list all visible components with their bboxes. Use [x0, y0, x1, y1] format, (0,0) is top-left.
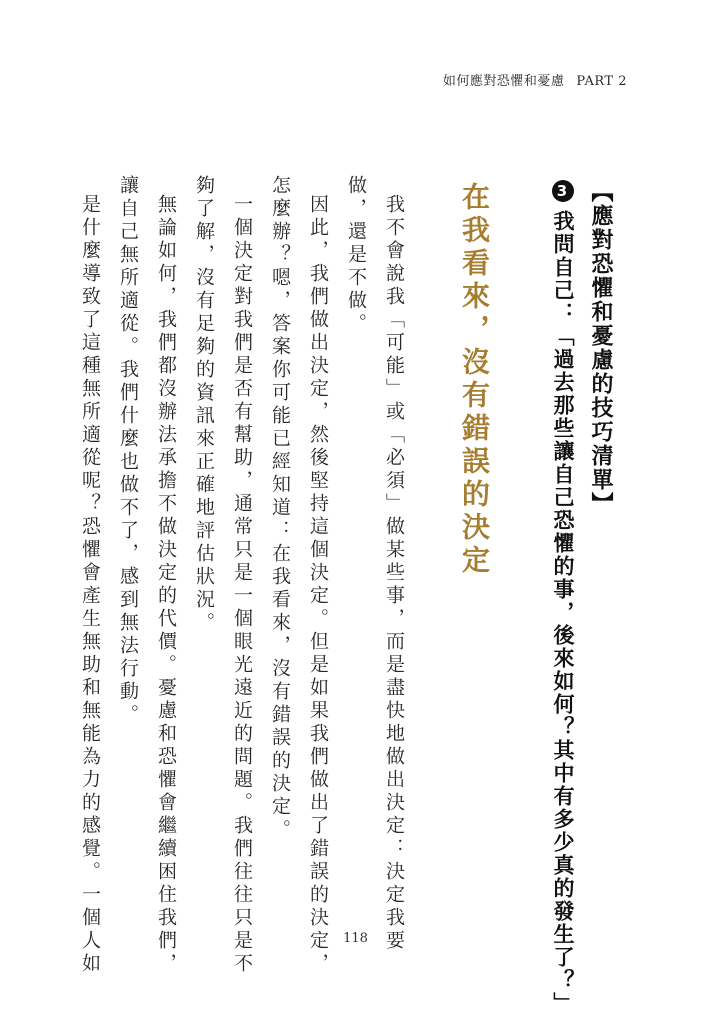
body-line: 夠了解，沒有足夠的資訊來正確地評估狀況。: [193, 175, 215, 635]
subheading: 在我看來，沒有錯誤的決定: [458, 182, 491, 578]
running-header: [443, 70, 627, 89]
body-line: 一個決定對我們是否有幫助，通常只是一個眼光遠近的問題。我們往往只是不: [231, 194, 253, 976]
chapter-title: 如何應對恐懼和憂慮: [442, 74, 565, 89]
question-heading: [552, 180, 574, 1015]
page-number: 118: [343, 931, 368, 946]
body-line: 是什麼導致了這種無所適從呢？恐懼會產生無助和無能為力的感覺。一個人如: [79, 194, 101, 976]
part-label: PART 2: [576, 74, 627, 89]
question-number-badge: 3: [552, 180, 574, 202]
body-line: 無論如何，我們都沒辦法承擔不做決定的代價。憂慮和恐懼會繼續困住我們，: [155, 194, 177, 976]
section-title: 【應對恐懼和憂慮的技巧清單】: [588, 180, 613, 516]
body-line: 讓自己無所適從。我們什麼也做不了，感到無法行動。: [117, 175, 139, 727]
question-text: 我問自己：「過去那些讓自己恐懼的事，後來如何？其中有多少真的發生了？」: [551, 210, 575, 1015]
body-line: 因此，我們做出決定，然後堅持這個決定。但是如果我們做出了錯誤的決定，: [307, 194, 329, 976]
body-line: 我不會說我「可能」或「必須」做某些事，而是盡快地做出決定：決定我要: [383, 194, 405, 953]
body-line: 怎麼辦？嗯，答案你可能已經知道：在我看來，沒有錯誤的決定。: [269, 175, 291, 842]
body-line: 做，還是不做。: [345, 175, 367, 336]
